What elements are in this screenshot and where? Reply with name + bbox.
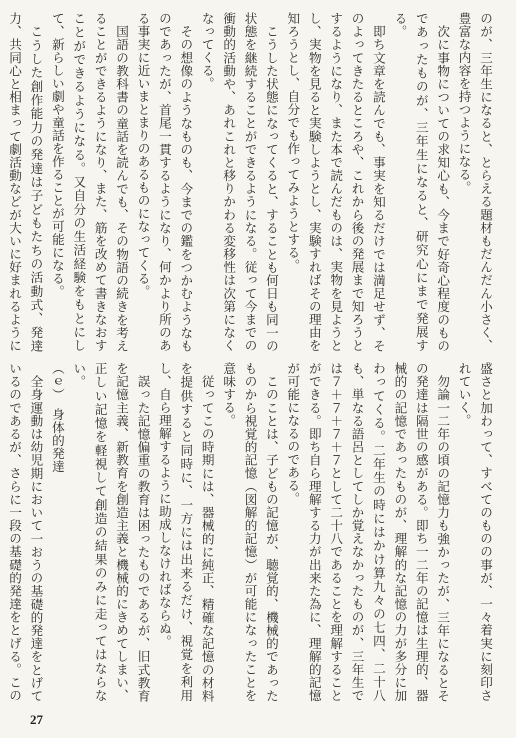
paragraph: のが、三年生になると、とらえる題材もだんだん小さく、豊富な内容を持つようになる。 [456, 12, 493, 352]
page-number: 27 [30, 712, 43, 727]
lower-text-column [7, 362, 496, 702]
paragraph: 国語の教科書の童話を読んでも、その物語の続きを考えることができるようになり、また、筋を改めて書きなおすことができるようになる。又自分の生活経験をもとにして、新らしい劇や童話を作ることが可能になる。 [49, 12, 130, 352]
paragraph: こうした状態になってくると、することも何日も同一の状態を継続することができるようになる。従って今までの衝動的活動や、あれこれと移りかわる変移性は次第になくなってくる。 [199, 12, 279, 352]
paragraph: 勿論一二年の頃の記憶力も強かったが、三年になるとその発達は隔世の感がある。即ち一二年の記憶は生理的、器械的の記憶であったものが、理解的な記憶の力が多分に加わってくる。二年生の時にはかけ算九々の七四、二十八も、単なる語呂としてしか覚えなかったものが、三年生では７＋７＋７＋７として二十八であることを理解することができる。即ち自ら理解する力が出来た為に、理解的記憶が可能になるのである。 [285, 362, 451, 702]
paragraph: 従ってこの時期には、器械的に純正、精確な記憶の材料を提供すると同時に、一方には出来るだけ、視覚を利用し、自ら理解するように助成しなければならぬ。 [156, 362, 215, 702]
paragraph: 盛さと加わって、すべてのものの事が、一々着実に刻印されていく。 [456, 362, 493, 702]
paragraph: その想像のようなものも、今までの鑑をつかむようなものであったが、首尾一貫するようになり、何かより所のある事実に近いまとまりのあるものになってくる。 [135, 12, 194, 352]
paragraph: 即ち文章を読んでも、事実を知るだけでは満足せず、そのよってきたるところや、これから後の発展まで知ろうとするようになり、また本で読んだものは、実物を見ようとし、実物を見ると実験しようとし、実験すればその理由を知ろうとし、自分でも作ってみようとする。 [285, 12, 386, 352]
paragraph: 次に事物についての求知心も、今まで好奇心程度のものであったものが、三年生になると、研究心にまで発展する。 [392, 12, 451, 352]
paragraph: 全身運動は幼児期において一おうの基礎的発達をとげているのであるが、さらに一段の基礎的発達をとげる。この [7, 362, 44, 702]
paragraph: このことは、子どもの記憶が、聴覚的、機械的であったものから視覚的記憶（図解的記憶）が可能になったことを意味する。 [221, 362, 279, 702]
section-heading: （ｅ） 身体的発達 [49, 362, 65, 473]
upper-text-column [7, 12, 496, 352]
paragraph: 誤った記憶偏重の教育は困ったものであるが、旧式教育を記憶主義、新教育を創造主義と機械的にきめてしまい、正しい記憶を軽視して創造の結果のみに走ってはならない。 [71, 362, 151, 702]
paragraph: こうした創作能力の発達は子どもたちの活動式、発達力、共同心と相まって劇活動などが大いに好まれるように [7, 12, 44, 352]
